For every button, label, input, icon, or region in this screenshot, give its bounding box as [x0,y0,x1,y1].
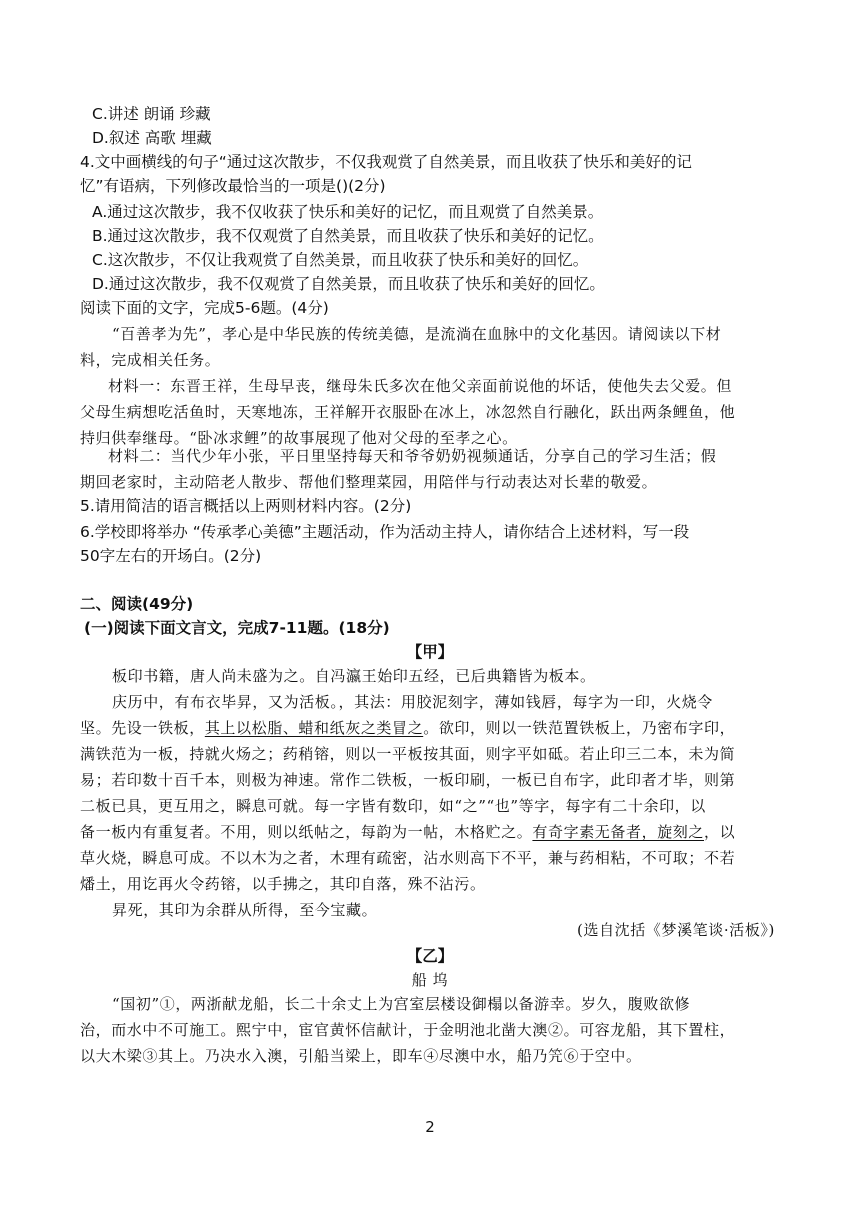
option-q3-c: C.讲述 朗诵 珍藏 [92,105,211,123]
option-q3-d: D.叙述 高歌 埋藏 [92,129,212,147]
text-jia-p2-line1: 庆历中，有布衣毕昇，又为活板。，其法：用胶泥刻字，薄如钱唇，每字为一印，火烧令 [112,693,713,711]
text-jia-p2-line6-b: ，以 [704,823,736,841]
section-2-title: 二、阅读(49分) [80,595,194,613]
text-yi-line3: 以大木梁③其上。乃决水入澳，引船当梁上，即车④尽澳中水，船乃笐⑥于空中。 [80,1047,642,1065]
text-yi-label: 【乙】 [406,947,454,965]
q4-option-a: A.通过这次散步，我不仅收获了快乐和美好的记忆，而且观赏了自然美景。 [92,203,604,221]
underlined-sentence-1: 其上以松脂、蜡和纸灰之类冒之 [204,719,424,737]
q4-option-d: D.通过这次散步，我不仅观赏了自然美景，而且收获了快乐和美好的回忆。 [92,275,605,293]
text-yi-line2: 治，而水中不可施工。熙宁中，宦官黄怀信献计，于金明池北凿大澳②。可容龙船，其下置柱， [80,1021,736,1039]
materials-intro-line2: 料，完成相关任务。 [80,351,221,369]
text-jia-p2-line7: 草火烧，瞬息可成。不以木为之者，木理有疏密，沾水则高下不平，兼与药相粘，不可取；不若 [80,849,736,867]
text-jia-p2-line8: 燔土，用讫再火令药镕，以手拂之，其印自落，殊不沾污。 [80,875,486,893]
subsection-1-title: (一)阅读下面文言文，完成7-11题。(18分) [84,619,390,637]
page-number: 2 [425,1118,435,1136]
text-jia-label: 【甲】 [406,643,454,661]
text-jia-p2-line2 [80,716,780,740]
text-jia-p2-line2-b: 。欲印，则以一铁范置铁板上，乃密布字印， [423,719,736,737]
material1-line1: 材料一：东晋王祥，生母早丧，继母朱氏多次在他父亲面前说他的坏话，使他失去父爱。但 [108,377,733,395]
text-jia-p2-line5: 二板已具，更互用之，瞬息可就。每一字皆有数印，如“之”“也”等字，每字有二十余印，以 [80,797,706,815]
question-5: 5.请用简洁的语言概括以上两则材料内容。(2分) [80,497,412,515]
question-6-line2: 50字左右的开场白。(2分) [80,547,262,565]
text-yi-line1: “国初”①，两浙献龙船，长二十余丈上为宫室层楼设御榻以备游幸。岁久，腹败欲修 [112,995,691,1013]
material1-line3: 持归供奉继母。“卧冰求鲤”的故事展现了他对父母的至孝之心。 [80,429,518,447]
text-jia-p1: 板印书籍，唐人尚未盛为之。自冯瀛王始印五经，已后典籍皆为板本。 [112,667,596,685]
q4-stem-line2: 忆”有语病，下列修改最恰当的一项是()(2分) [80,177,386,195]
text-jia-p2-line6 [80,820,780,844]
underlined-sentence-2: 有奇字素无备者，旋刻之 [532,823,705,841]
text-jia-source: (选自沈括《梦溪笔谈·活板》) [577,921,775,939]
text-jia-p2-line4: 易；若印数十百千本，则极为神速。常作二铁板，一板印刷，一板已自布字，此印者才毕，则第 [80,771,736,789]
text-yi-title: 船 坞 [411,971,449,989]
q4-option-b: B.通过这次散步，我不仅观赏了自然美景，而且收获了快乐和美好的记忆。 [92,227,604,245]
material2-line1: 材料二：当代少年小张，平日里坚持每天和爷爷奶奶视频通话，分享自己的学习生活；假 [108,447,717,465]
material2-line2: 期回老家时，主动陪老人散步、帮他们整理菜园，用陪伴与行动表达对长辈的敬爱。 [80,473,658,491]
text-jia-p3: 昇死，其印为余群从所得，至今宝藏。 [112,901,378,919]
text-jia-p2-line6-a: 备一板内有重复者。不用，则以纸帖之，每韵为一帖，木格贮之。 [80,823,533,841]
question-6-line1: 6.学校即将举办 “传承孝心美德”主题活动，作为活动主持人，请你结合上述材料，写一段 [80,523,690,541]
q4-option-c: C.这次散步，不仅让我观赏了自然美景，而且收获了快乐和美好的回忆。 [92,251,589,269]
q4-stem-line1: 4.文中画横线的句子“通过这次散步，不仅我观赏了自然美景，而且收获了快乐和美好的记 [80,153,692,171]
text-jia-p2-line2-a: 坚。先设一铁板， [80,719,205,737]
materials-intro-line1: “百善孝为先”，孝心是中华民族的传统美德，是流淌在血脉中的文化基因。请阅读以下材 [112,325,722,343]
text-jia-p2-line3: 满铁范为一板，持就火炀之；药稍镕，则以一平板按其面，则字平如砥。若止印三二本，未为简 [80,745,736,763]
material1-line2: 父母生病想吃活鱼时，天寒地冻，王祥解开衣服卧在冰上，冰忽然自行融化，跃出两条鲤鱼，他 [80,403,736,421]
reading-intro: 阅读下面的文字，完成5-6题。(4分) [80,299,329,317]
